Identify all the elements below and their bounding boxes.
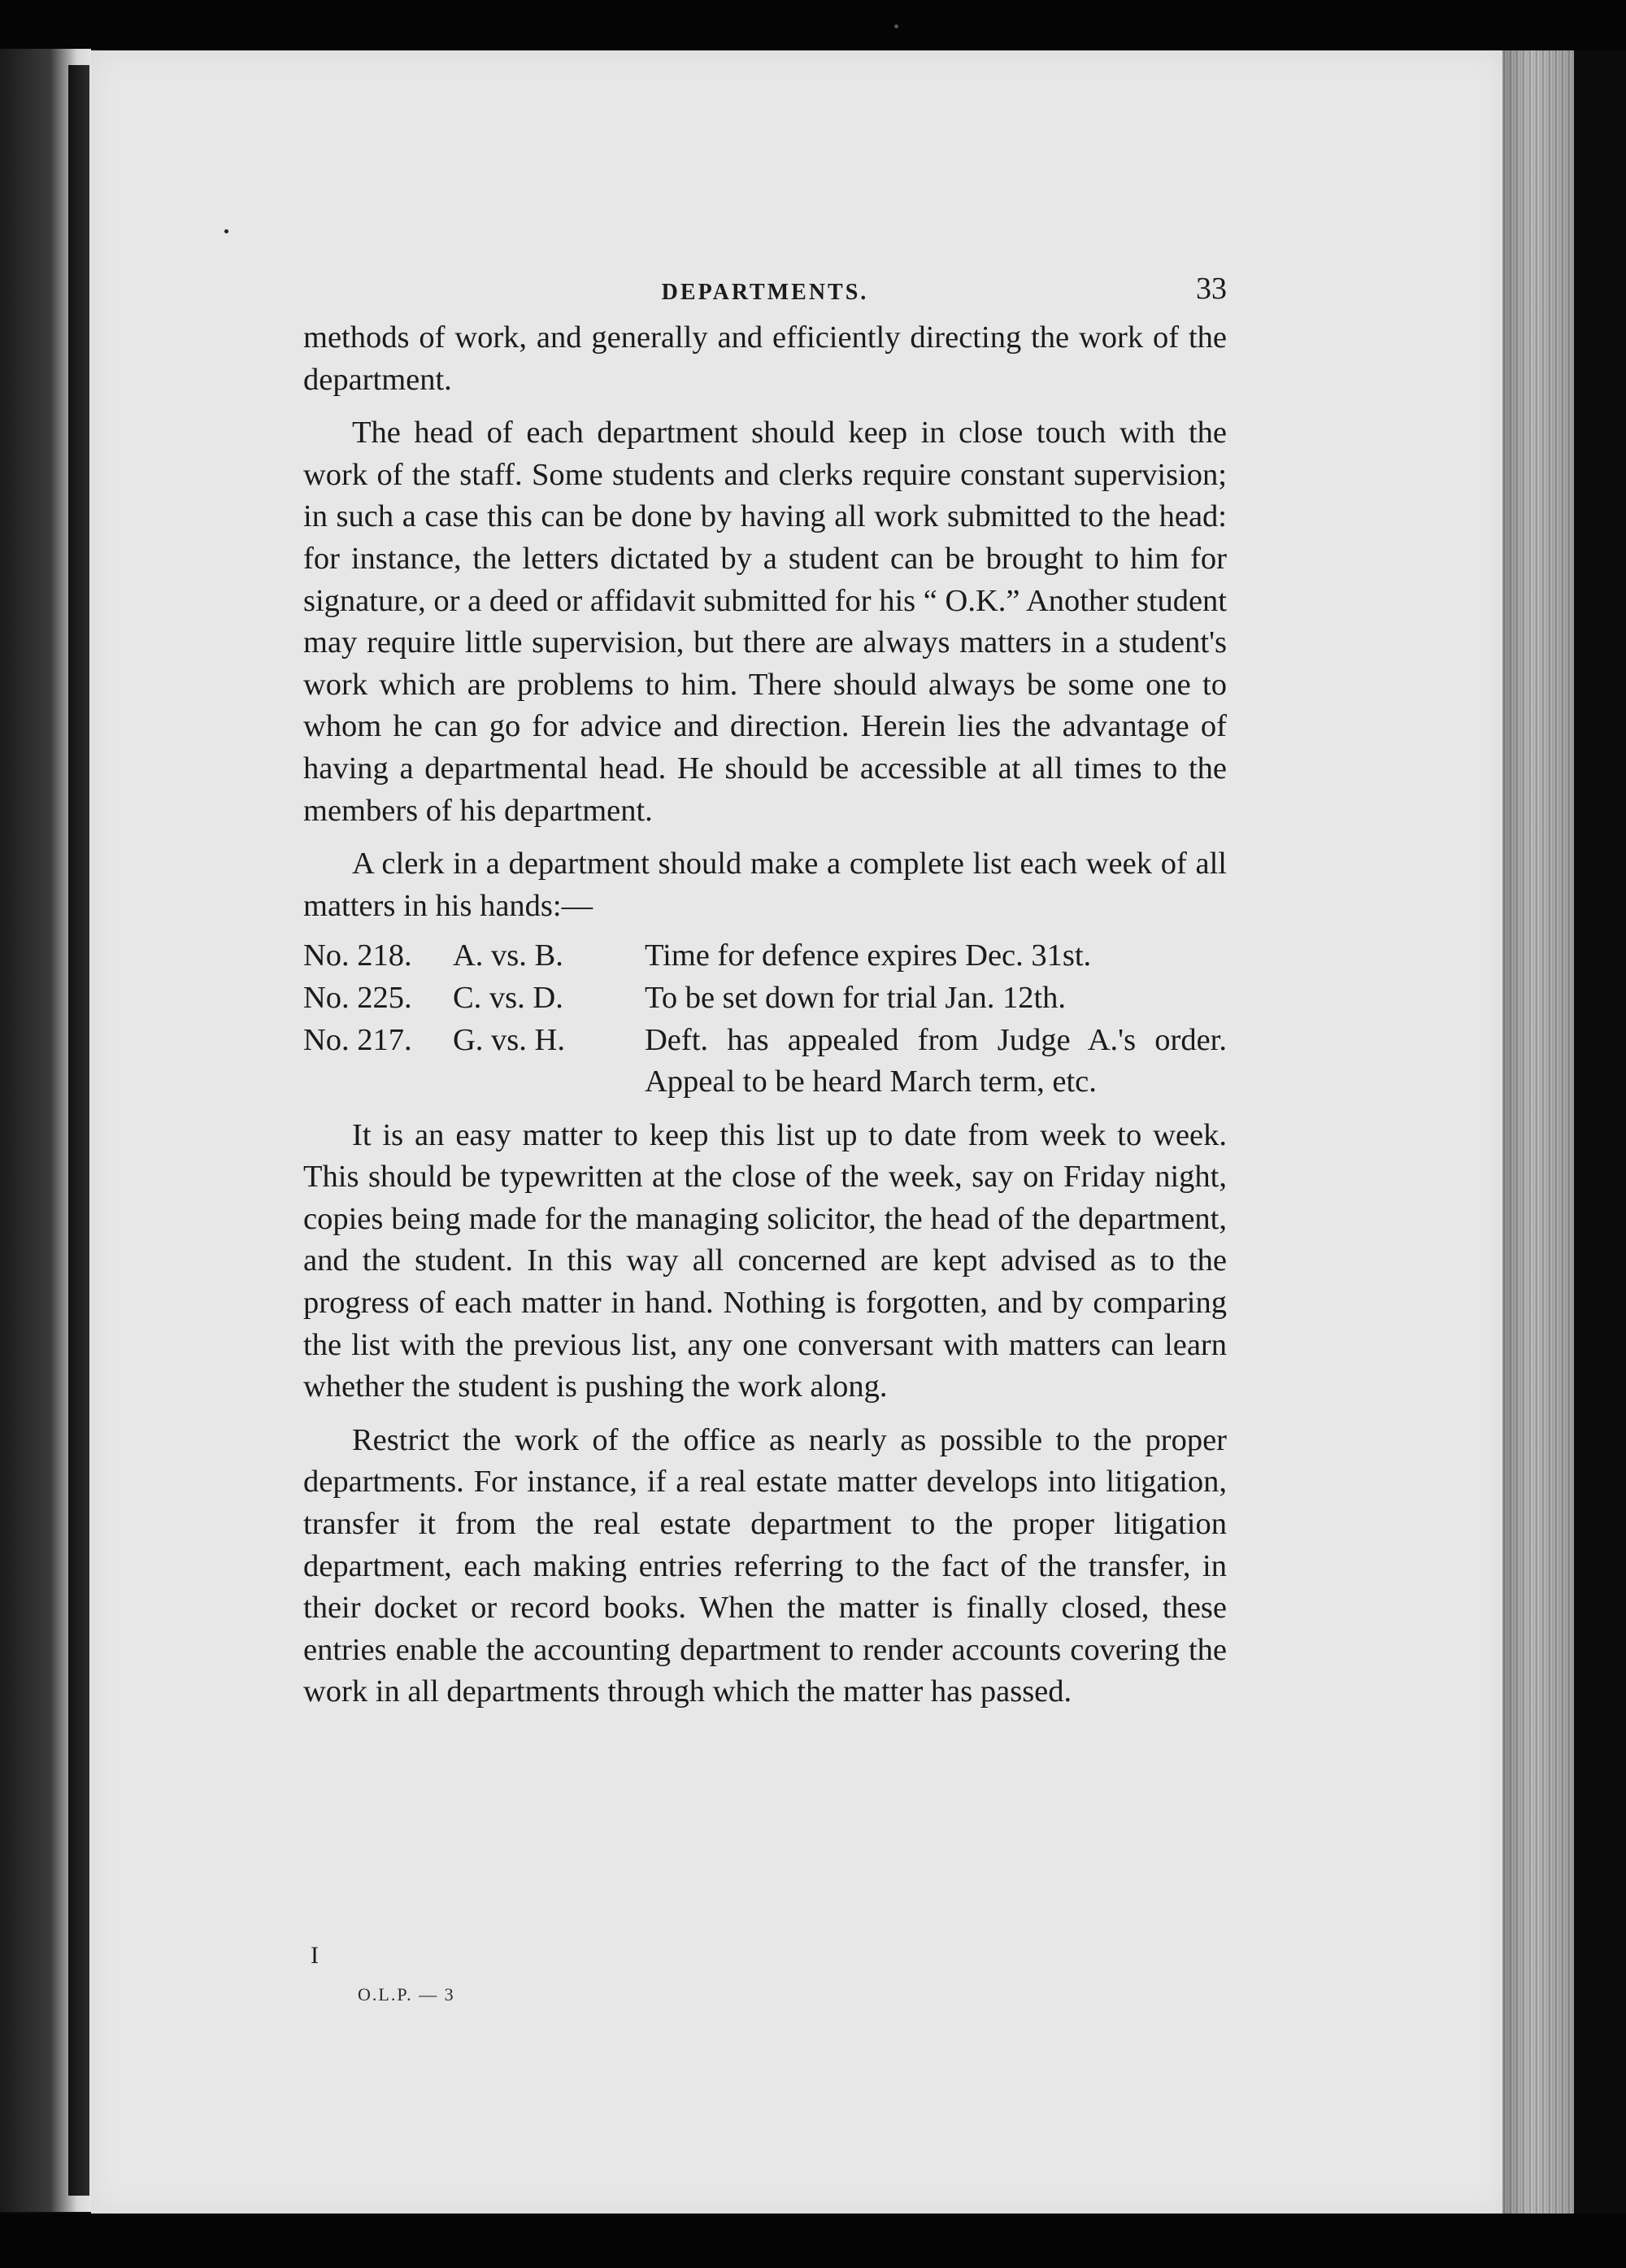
paragraph: The head of each department should keep in close touch with the work of the staff. Some students and clerks require constant supervision; in such a case this can be done by having all work submitted to the head: for instance, the letters dictated by a student can be brought to him for signature, or a deed or affidavit submitted for his “ O.K.” Another student may require little supervision, but there are always matters in a student's work which are problems to him. There should always be some one to whom he can go for advice and direction. Herein lies the advantage of having a departmental head. He should be accessible at all times to the members of his department.	[303, 416, 1227, 828]
docket-number: No. 217.	[303, 1022, 412, 1057]
docket-list	[303, 935, 1227, 1103]
docket-parties: C. vs. D.	[453, 980, 563, 1015]
docket-number: No. 218.	[303, 938, 412, 973]
docket-parties: A. vs. B.	[453, 938, 563, 973]
scan-border-top	[0, 0, 1626, 50]
docket-row	[303, 1020, 1227, 1104]
page-stack-shade	[1502, 50, 1574, 2214]
dust-speck	[224, 229, 228, 233]
dust-speck	[894, 24, 898, 28]
paragraph: methods of work, and generally and efficiently directing the work of the department.	[303, 320, 1227, 397]
docket-row	[303, 935, 1227, 977]
docket-row	[303, 977, 1227, 1020]
running-head	[303, 268, 1227, 311]
paragraph: It is an easy matter to keep this list up to date from week to week. This should be typewritten at the close of the week, say on Friday night, copies being made for the managing solicitor, the head of the department, and the student. In this way all concerned are kept advised as to the progress of each matter in hand. Nothing is forgotten, and by comparing the list with the previous list, any one conversant with matters can learn whether the student is pushing the work along.	[303, 1117, 1227, 1404]
paragraph: Restrict the work of the office as nearly as possible to the proper departments. For instance, if a real estate matter develops into litigation, transfer it from the real estate department to the proper litigation department, each making entries referring to the fact of the transfer, in their docket or record books. When the matter is finally closed, these entries enable the accounting department to render accounts covering the work in all departments through which the matter has passed.	[303, 1422, 1227, 1709]
footer-mark: I	[311, 1942, 319, 1969]
docket-number: No. 225.	[303, 980, 412, 1015]
scan-border-bottom	[0, 2214, 1626, 2268]
page-content	[303, 268, 1227, 1713]
page-number: 33	[1196, 272, 1227, 306]
docket-note: Time for defence expires Dec. 31st.	[645, 938, 1092, 973]
signature-mark: O.L.P. — 3	[358, 1984, 455, 2005]
running-title: DEPARTMENTS.	[661, 280, 869, 305]
binding-gutter	[68, 65, 89, 2196]
docket-note: To be set down for trial Jan. 12th.	[645, 980, 1067, 1015]
docket-parties: G. vs. H.	[453, 1022, 565, 1057]
docket-note: Deft. has appealed from Judge A.'s order. Appeal to be heard March term, etc.	[645, 1022, 1227, 1099]
paragraph: A clerk in a department should make a complete list each week of all matters in his hands:—	[303, 847, 1227, 923]
